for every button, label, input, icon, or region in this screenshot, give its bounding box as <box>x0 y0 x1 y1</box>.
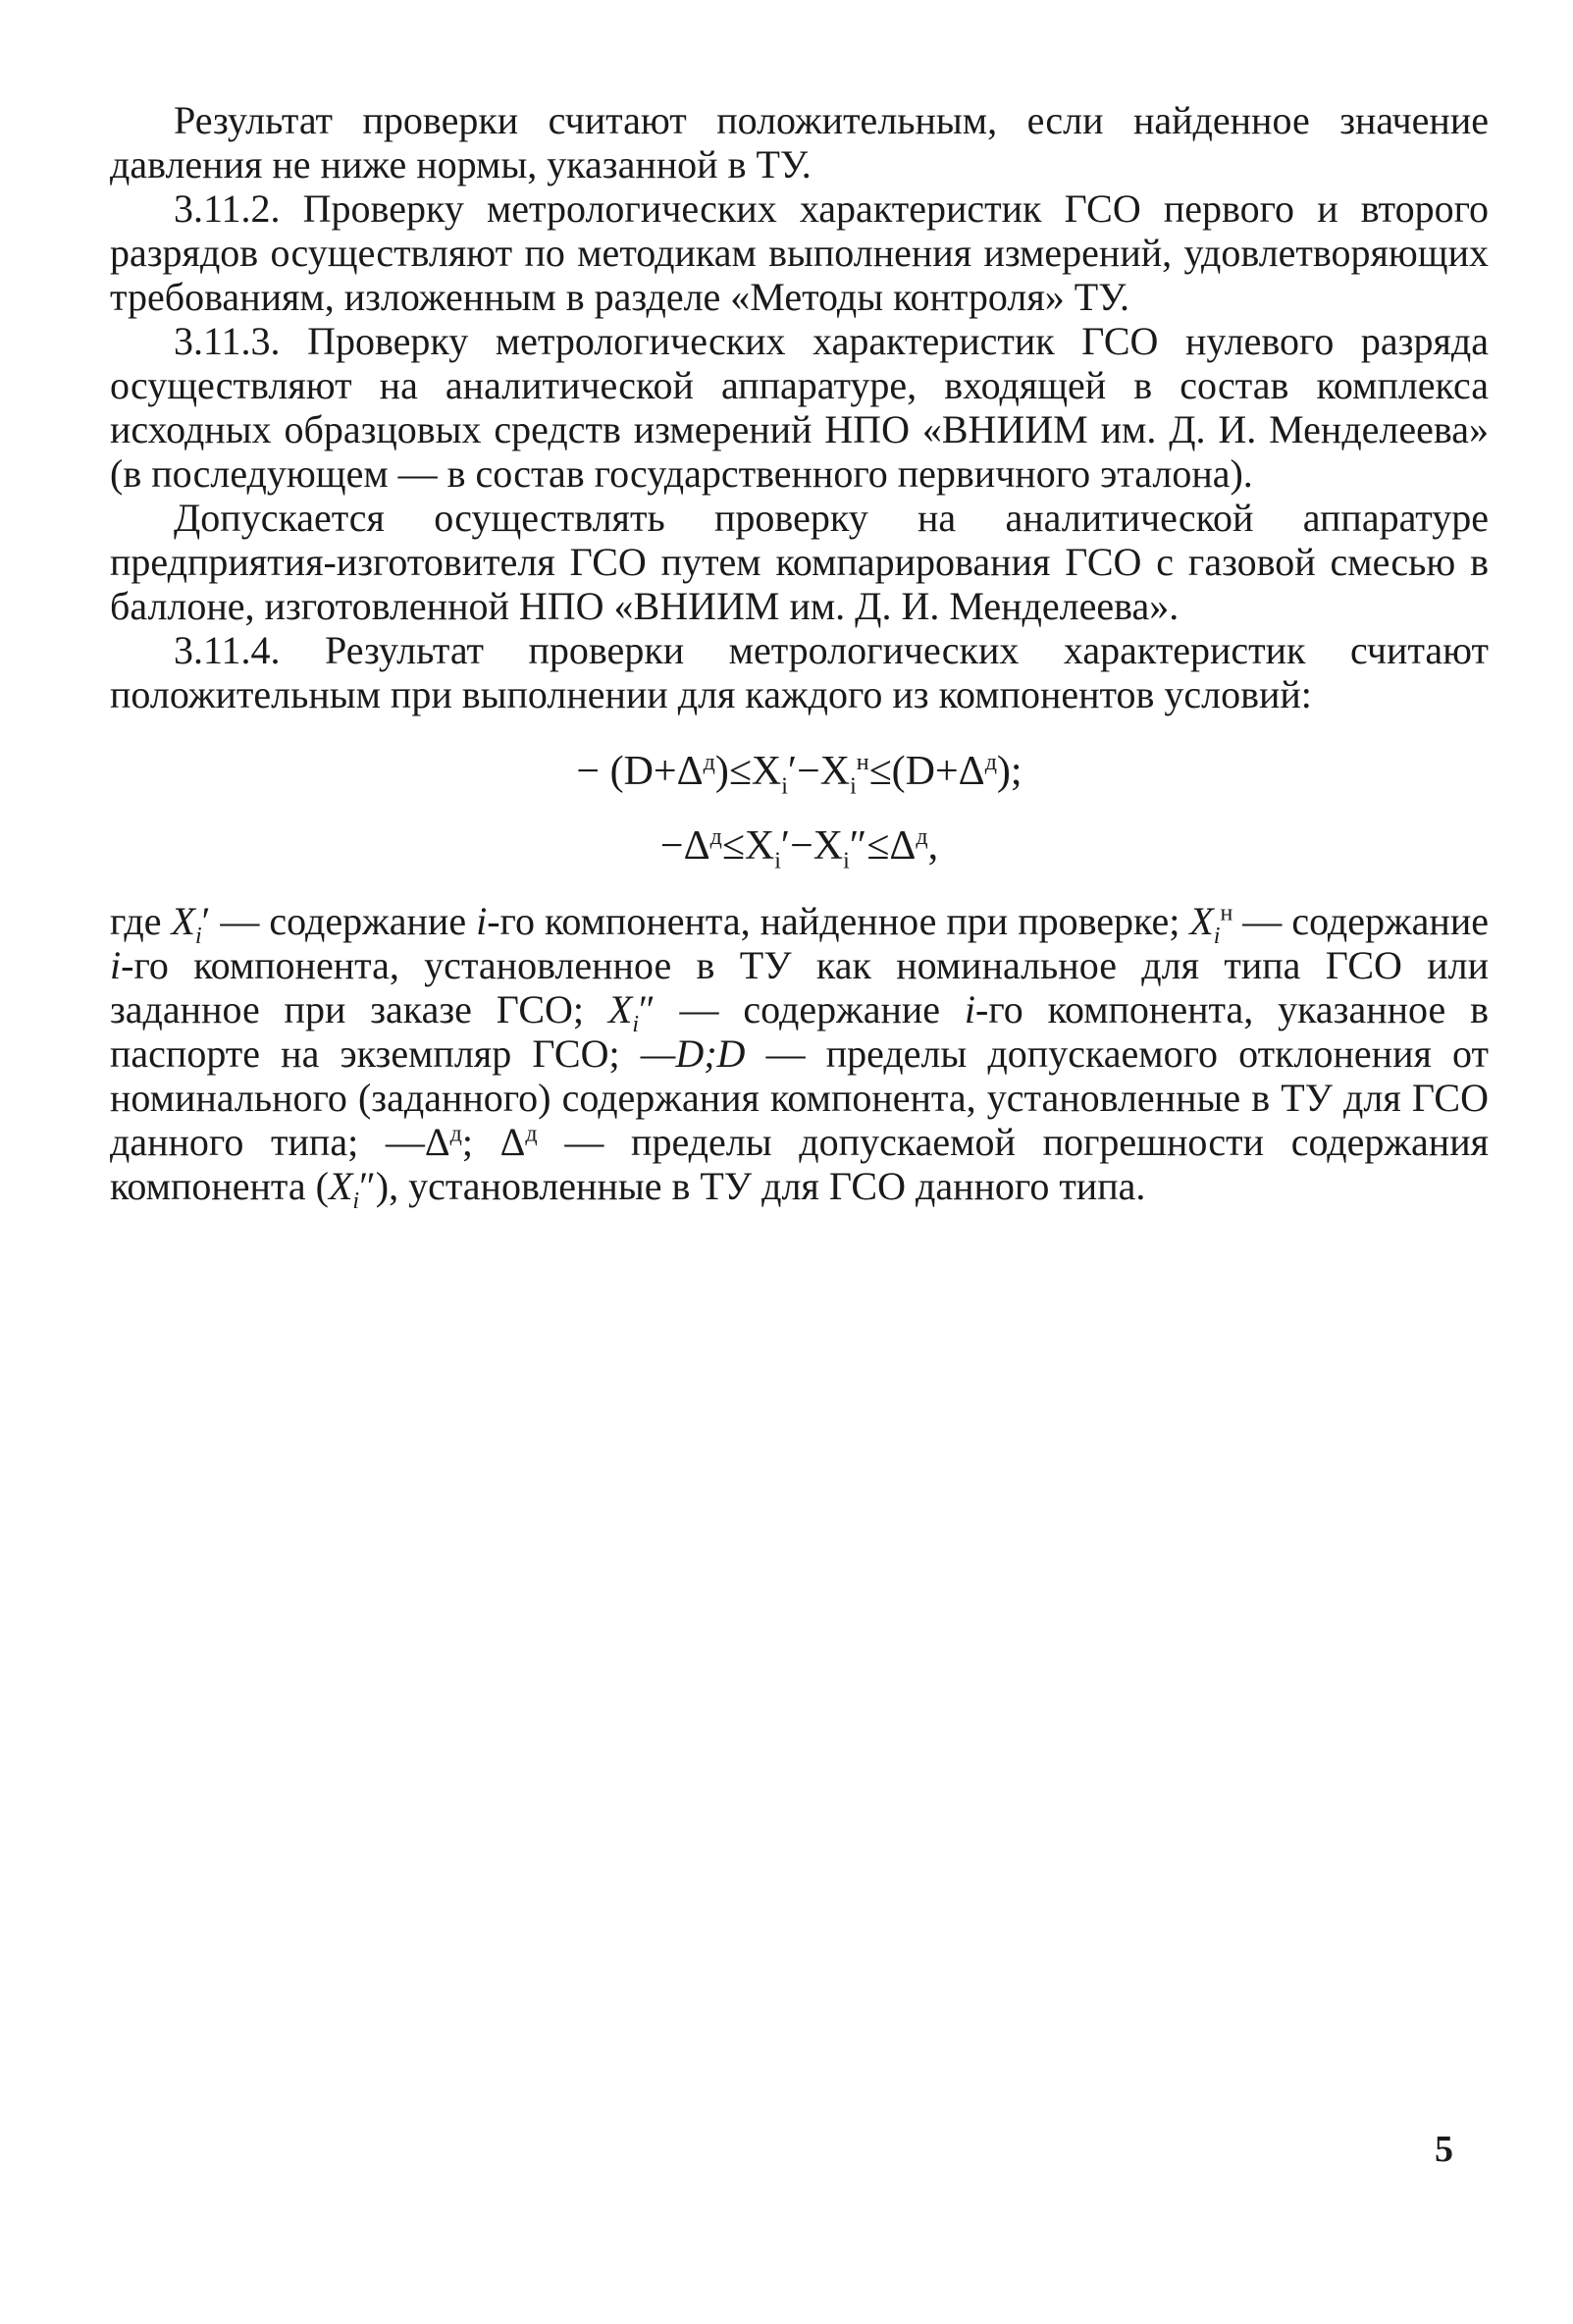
definitions-paragraph: где $X_i'$ — содержание i-го компонента, найденное при проверке; $X_i^н$ — содержание i-го компонента, установленное в ТУ как номинальное для типа ГСО или заданное при заказе ГСО; $X_i''$ — содержание i-го компонента, указанное в паспорте на экземпляр ГСО; —D;D — пределы допускаемого отклонения от номинального (заданного) содержания компонента, установленные в ТУ для ГСО данного типа; $—\Delta^д$; $\Delta^д$ — пределы допускаемой погрешности содержания компонента $(X_i'')$, установленные в ТУ для ГСО данного типа. <box>110 899 1489 1214</box>
document-page <box>110 98 1489 1214</box>
formula-condition-2: $-\Delta^д\le X_i'-X_i''\le\Delta^д$, <box>659 823 939 874</box>
paragraph-3-11-2: 3.11.2. Проверку метрологических характеристик ГСО первого и второго разрядов осуществляют по методикам выполнения измерений, удовлетворяющих требованиям, изложенным в разделе «Методы контроля» ТУ. <box>110 186 1489 319</box>
paragraph-3-11-3: 3.11.3. Проверку метрологических характеристик ГСО нулевого разряда осуществляют на аналитической аппаратуре, входящей в состав комплекса исходных образцовых средств измерений НПО «ВНИИМ им. Д. И. Менделеева» (в последующем — в состав государственного первичного эталона). <box>110 319 1489 496</box>
paragraph-comparison: Допускается осуществлять проверку на аналитической аппаратуре предприятия-изготовителя ГСО путем компарирования ГСО с газовой смесью в баллоне, изготовленной НПО «ВНИИМ им. Д. И. Менделеева». <box>110 496 1489 628</box>
page-number: 5 <box>1435 2129 1453 2170</box>
paragraph-3-11-4: 3.11.4. Результат проверки метрологических характеристик считают положительным при выполнении для каждого из компонентов условий: <box>110 628 1489 716</box>
formula-condition-1: − $(D+\Delta^д)\le X_i'-X_i^н\le(D+\Delta^д)$; <box>576 749 1022 800</box>
paragraph-result-pressure: Результат проверки считают положительным, если найденное значение давления не ниже нормы, указанной в ТУ. <box>110 98 1489 186</box>
